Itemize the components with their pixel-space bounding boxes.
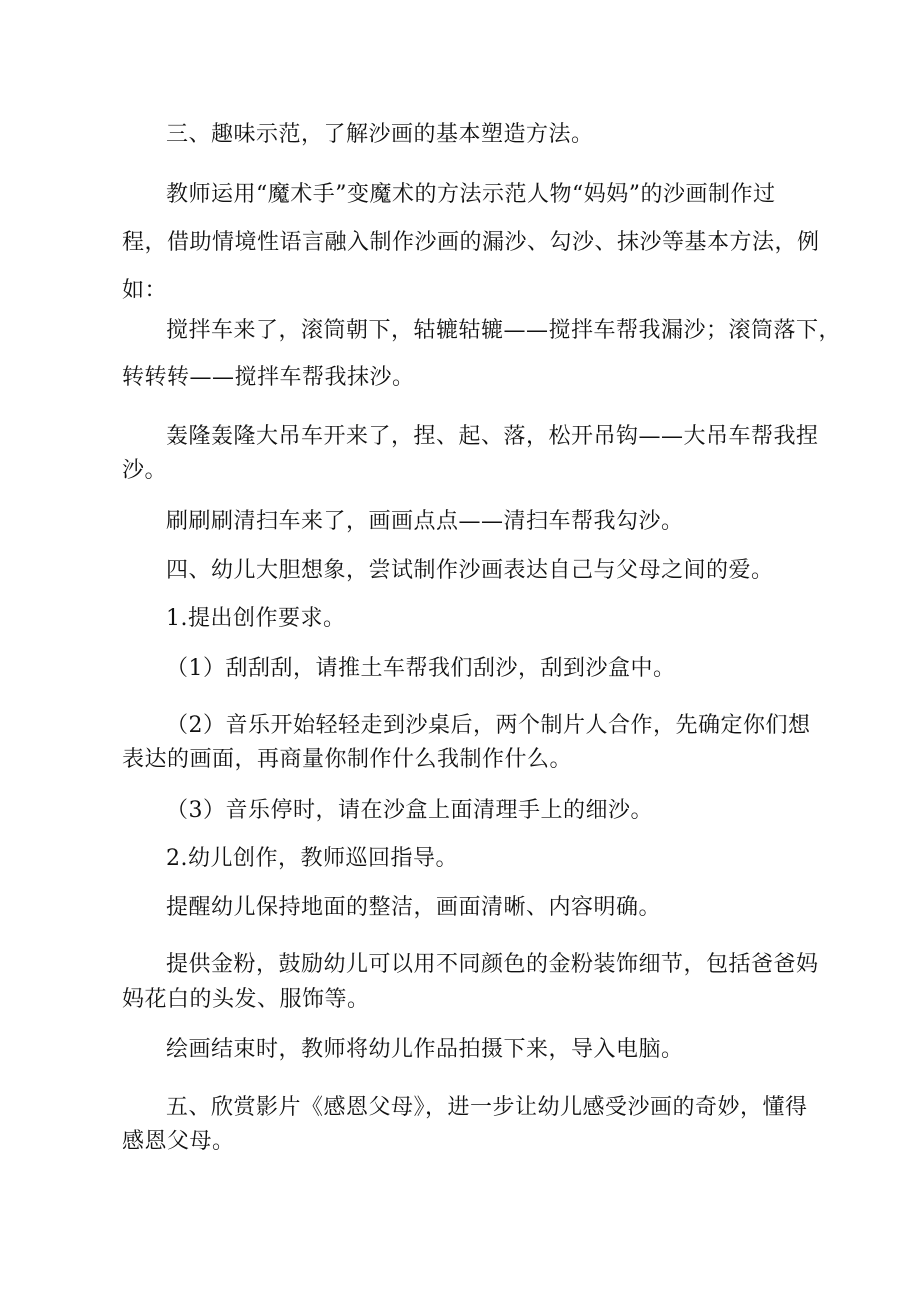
list-item: 1.提出创作要求。 (166, 606, 346, 631)
section-heading-4: 四、幼儿大胆想象，尝试制作沙画表达自己与父母之间的爱。 (166, 558, 774, 583)
paragraph-line: 搅拌车来了，滚筒朝下，轱辘轱辘——搅拌车帮我漏沙；滚筒落下， (166, 318, 842, 343)
paragraph-line: 绘画结束时，教师将幼儿作品拍摄下来，导入电脑。 (166, 1037, 684, 1062)
paragraph-line: 提醒幼儿保持地面的整洁，画面清晰、内容明确。 (166, 895, 662, 920)
paragraph-line: 沙。 (122, 458, 168, 483)
paragraph-line: 刷刷刷清扫车来了，画画点点——清扫车帮我勾沙。 (166, 509, 684, 534)
paragraph-line: 程，借助情境性语言融入制作沙画的漏沙、勾沙、抹沙等基本方法，例 (122, 230, 820, 255)
paragraph-line: 轰隆轰隆大吊车开来了，捏、起、落，松开吊钩——大吊车帮我捏 (166, 424, 819, 449)
paragraph-line: 妈花白的头发、服饰等。 (122, 987, 370, 1012)
section-heading-3: 三、趣味示范，了解沙画的基本塑造方法。 (166, 122, 594, 147)
paragraph-line: 教师运用“魔术手”变魔术的方法示范人物“妈妈”的沙画制作过 (166, 182, 776, 207)
list-item: （1）刮刮刮，请推土车帮我们刮沙，刮到沙盒中。 (166, 656, 676, 681)
paragraph-line: 感恩父母。 (122, 1129, 235, 1154)
paragraph-line: 表达的画面，再商量你制作什么我制作什么。 (122, 747, 573, 772)
section-heading-5: 五、欣赏影片《感恩父母》，进一步让幼儿感受沙画的奇妙，懂得 (166, 1095, 808, 1120)
list-item: 2.幼儿创作，教师巡回指导。 (166, 846, 458, 871)
paragraph-line: 如： (122, 278, 168, 303)
paragraph-line: 提供金粉，鼓励幼儿可以用不同颜色的金粉装饰细节，包括爸爸妈 (166, 952, 819, 977)
list-item: （2）音乐开始轻轻走到沙桌后，两个制片人合作，先确定你们想 (166, 713, 811, 738)
list-item: （3）音乐停时，请在沙盒上面清理手上的细沙。 (166, 798, 653, 823)
paragraph-line: 转转转——搅拌车帮我抹沙。 (122, 365, 415, 390)
